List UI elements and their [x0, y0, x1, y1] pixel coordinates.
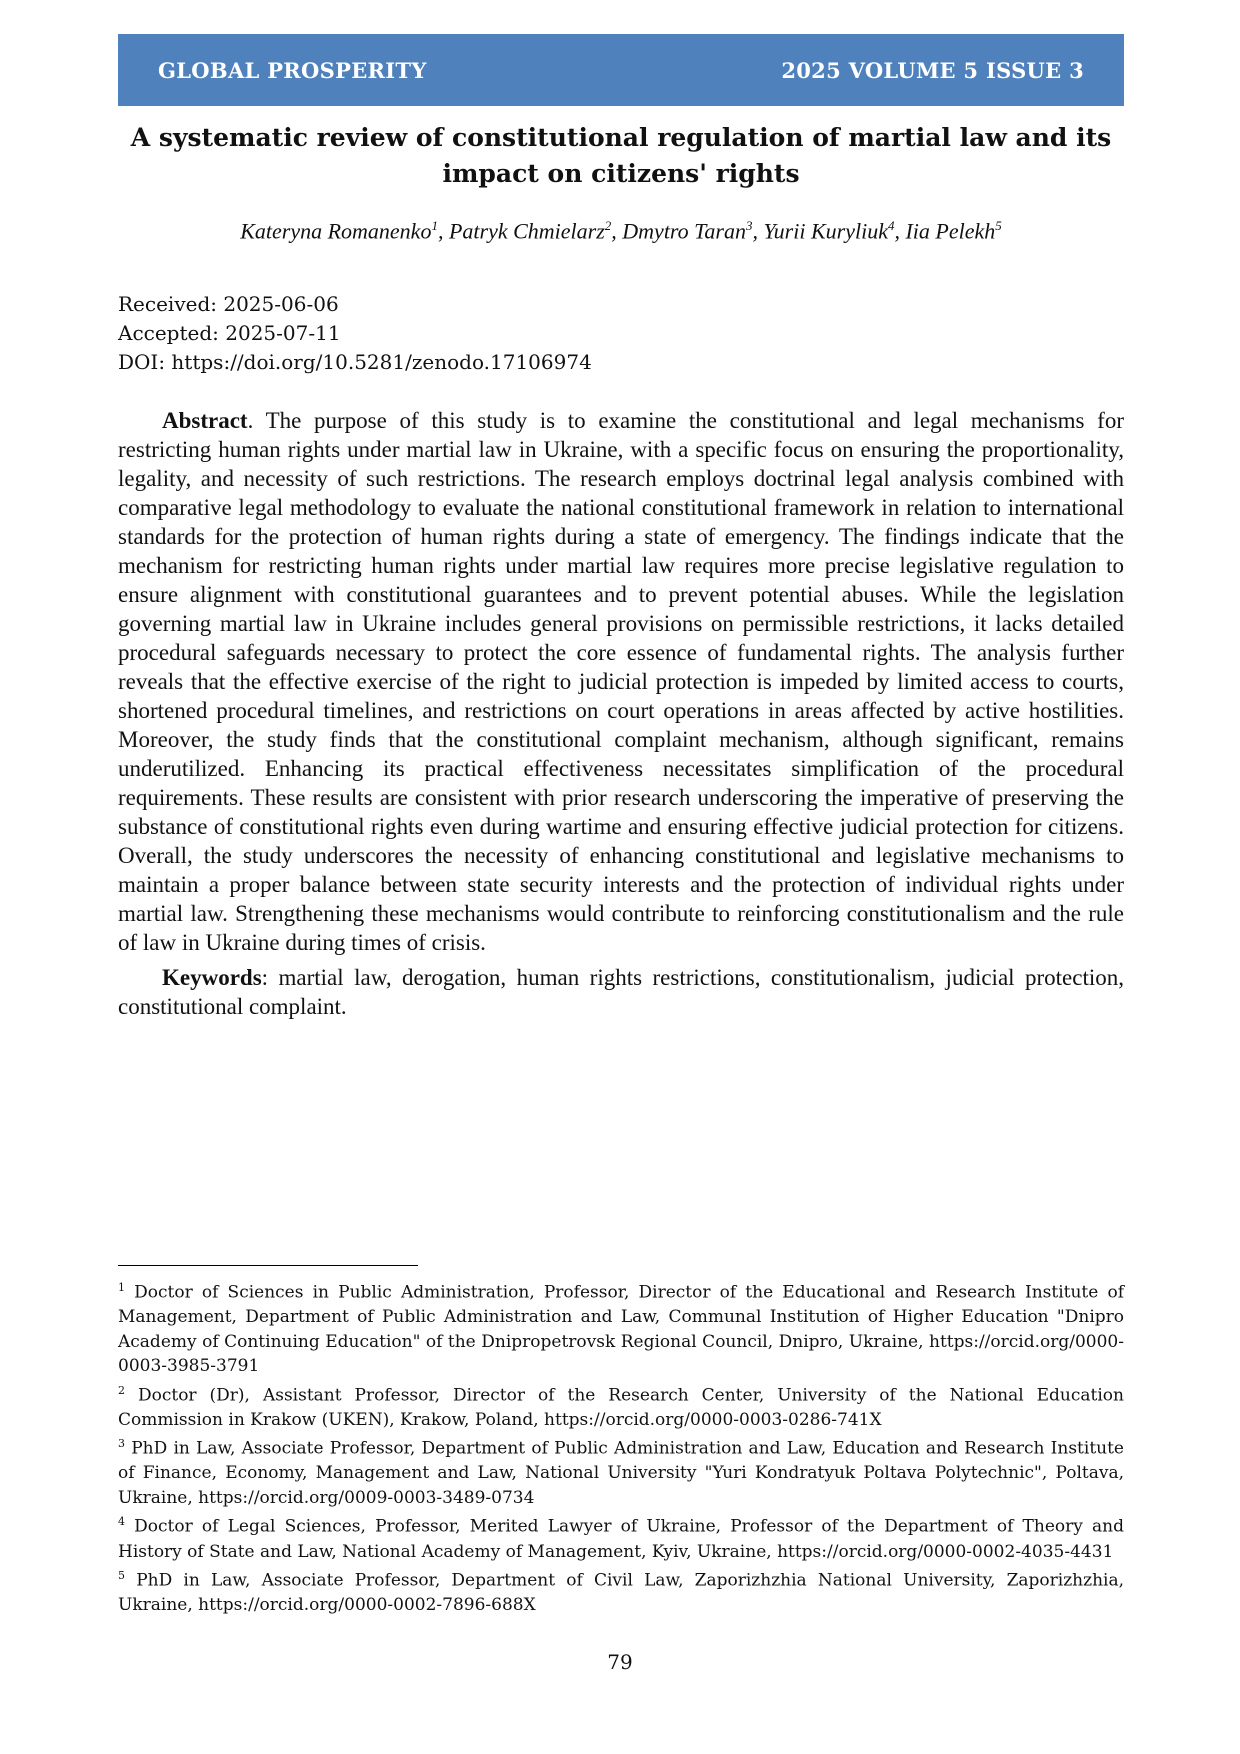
author-affiliation-marker: 5: [995, 218, 1002, 233]
footnote-number: 5: [118, 1569, 125, 1583]
author-list: [118, 218, 1124, 244]
footnote: [118, 1510, 1124, 1564]
author-name: Yurii Kuryliuk: [763, 218, 888, 244]
author-name: Iia Pelekh: [905, 218, 996, 244]
received-date: Received: 2025-06-06: [118, 292, 339, 316]
abstract-text: . The purpose of this study is to examine the constitutional and legal mechanisms for restricting human rights under martial law in Ukraine, with a specific focus on ensuring the proportionality, legality, and necessity of such restrictions. The research employs doctrinal legal analysis combined with comparative legal methodology to evaluate the national constitutional framework in relation to international standards for the protection of human rights during a state of emergency. The findings indicate that the mechanism for restricting human rights under martial law requires more precise legislative regulation to ensure alignment with constitutional guarantees and to prevent potential abuses. While the legislation governing martial law in Ukraine includes general provisions on permissible restrictions, it lacks detailed procedural safeguards necessary to protect the core essence of fundamental rights. The analysis further reveals that the effective exercise of the right to judicial protection is impeded by limited access to courts, shortened procedural timelines, and restrictions on court operations in areas affected by active hostilities. Moreover, the study finds that the constitutional complaint mechanism, although significant, remains underutilized. Enhancing its practical effectiveness necessitates simplification of the procedural requirements. These results are consistent with prior research underscoring the imperative of preserving the substance of constitutional rights even during wartime and ensuring effective judicial protection for citizens. Overall, the study underscores the necessity of enhancing constitutional and legislative mechanisms to maintain a proper balance between state security interests and the protection of individual rights under martial law. Strengthening these mechanisms would contribute to reinforcing constitutionalism and the rule of law in Ukraine during times of crisis.: [118, 408, 1124, 955]
article-metadata: [118, 290, 1124, 377]
issue-info: 2025 VOLUME 5 ISSUE 3: [781, 57, 1084, 83]
accepted-date: Accepted: 2025-07-11: [118, 321, 341, 345]
footnote: [118, 1432, 1124, 1510]
journal-header-bar: [118, 34, 1124, 106]
author-name: Kateryna Romanenko: [240, 218, 432, 244]
doi-link[interactable]: DOI: https://doi.org/10.5281/zenodo.17106974: [118, 350, 592, 374]
author-name: Patryk Chmielarz: [448, 218, 605, 244]
author-separator: ,: [752, 218, 764, 244]
author-separator: ,: [611, 218, 623, 244]
footnote-text: Doctor of Sciences in Public Administration, Professor, Director of the Educational and Research Institute of Management, Department of Public Administration and Law, Communal Institution of Higher Education "Dnipro Academy of Continuing Education" of the Dnipropetrovsk Regional Council, Dnipro, Ukraine, https://orcid.org/0000-0003-3985-3791: [118, 1282, 1124, 1377]
author-name: Dmytro Taran: [622, 218, 746, 244]
author-separator: ,: [437, 218, 449, 244]
footnote-number: 2: [118, 1383, 125, 1397]
author-affiliation-marker: 1: [431, 218, 438, 233]
footnote-text: Doctor of Legal Sciences, Professor, Merited Lawyer of Ukraine, Professor of the Department of Theory and History of State and Law, National Academy of Management, Kyiv, Ukraine, https://orcid.org/0000-0002-4035-4431: [118, 1517, 1124, 1562]
page-number: 79: [607, 1650, 633, 1674]
footnote-text: PhD in Law, Associate Professor, Department of Civil Law, Zaporizhzhia National University, Zaporizhzhia, Ukraine, https://orcid.org/0000-0002-7896-688X: [118, 1570, 1124, 1616]
footnote-text: PhD in Law, Associate Professor, Department of Public Administration and Law, Education and Research Institute of Finance, Economy, Management and Law, National University "Yuri Kondratyuk Poltava Polytechnic", Poltava, Ukraine, https://orcid.org/0009-0003-3489-0734: [118, 1438, 1124, 1508]
abstract-section: [118, 406, 1124, 1027]
footnote-number: 1: [118, 1281, 125, 1294]
abstract-paragraph: [118, 406, 1124, 957]
footnote-divider: [118, 1265, 418, 1266]
paper-title: A systematic review of constitutional regulation of martial law and its impact on citizens' rights: [130, 123, 1112, 188]
footnote: [118, 1564, 1124, 1618]
author-separator: ,: [894, 218, 906, 244]
footnote-text: Doctor (Dr), Assistant Professor, Director of the Research Center, University of the National Education Commission in Krakow (UKEN), Krakow, Poland, https://orcid.org/0000-0003-0286-741X: [118, 1385, 1124, 1430]
author-affiliation-marker: 2: [604, 218, 612, 233]
author-affiliation-marker: 3: [745, 218, 753, 233]
journal-name: GLOBAL PROSPERITY: [158, 57, 427, 83]
abstract-label: Abstract: [162, 408, 248, 433]
footnote-number: 3: [118, 1437, 125, 1451]
footnotes-section: [118, 1276, 1124, 1618]
footnote-number: 4: [118, 1515, 125, 1529]
keywords-text: : martial law, derogation, human rights restrictions, constitutionalism, judicial protection, constitutional complaint.: [118, 965, 1124, 1019]
keywords-label: Keywords: [162, 965, 262, 990]
author-affiliation-marker: 4: [887, 218, 895, 233]
keywords-paragraph: [118, 963, 1124, 1021]
footnote: [118, 1379, 1124, 1433]
footnote: [118, 1276, 1124, 1379]
